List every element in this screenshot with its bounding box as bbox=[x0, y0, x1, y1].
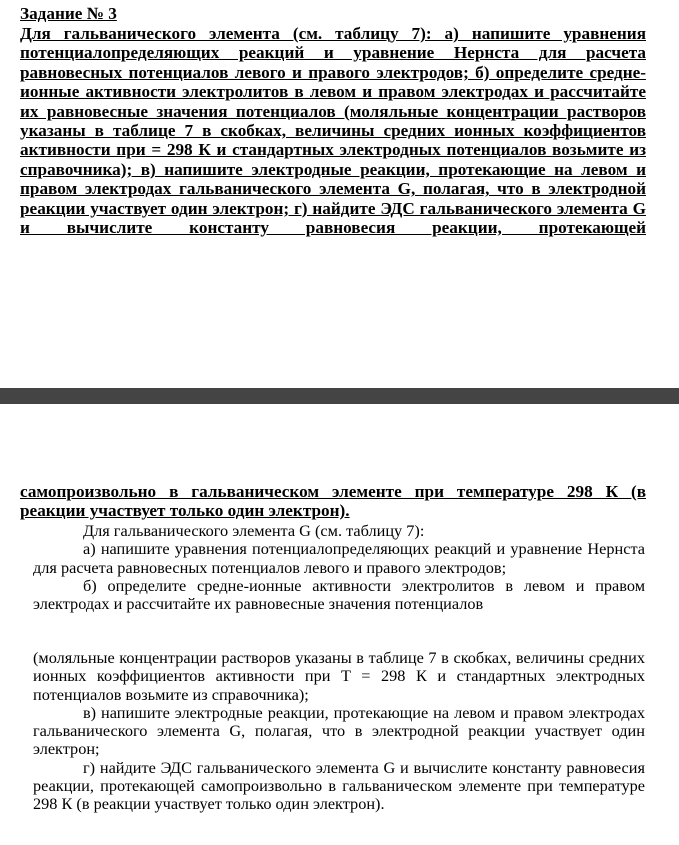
item-a: а) напишите уравнения потенциалопределяющих реакций и уравнение Нернста для расчета равновесных потенциалов левого и правого электродов; bbox=[33, 539, 645, 577]
task-bold-paragraph: Для гальванического элемента (см. таблицу 7): а) напишите уравнения потенциалопределяющих реакций и уравнение Нернста для расчета равновесных потенциалов левого и правого электродов; б) определите средне-ионные активности электролитов в левом и правом электродах и рассчитайте их равновесные значения потенциалов (моляльные концентрации растворов указаны в таблице 7 в скобках, величины средних ионных коэффициентов активности при = 298 К и стандартных электродных потенциалов возьмите из справочника); в) напишите электродные реакции, протекающие на левом и правом электродах гальванического элемента G, полагая, что в электродной реакции участвует один электрон; г) найдите ЭДС гальванического элемента G и вычислите константу равновесия реакции, протекающей bbox=[20, 24, 646, 238]
item-d: г) найдите ЭДС гальванического элемента G и вычислите константу равновесия реакции, протекающей самопроизвольно в гальваническом элементе при температуре 298 К (в реакции участвует только один электрон). bbox=[33, 757, 645, 814]
item-b-continued: (моляльные концентрации растворов указаны в таблице 7 в скобках, величины средних ионных коэффициентов активности при T = 298 К и стандартных электродных потенциалов возьмите из справочника); bbox=[33, 648, 645, 704]
intro-line: Для гальванического элемента G (см. таблицу 7): bbox=[83, 521, 425, 540]
page-separator bbox=[0, 388, 679, 404]
task-plain-text bbox=[33, 522, 645, 613]
task-title: Задание № 3 bbox=[20, 4, 117, 23]
item-c: в) напишите электродные реакции, протекающие на левом и правом электродах гальванического элемента G, полагая, что в электродной реакции участвует один электрон; bbox=[33, 702, 645, 759]
item-b: б) определите средне-ионные активности электролитов в левом и правом электродах и рассчитайте их равновесные значения потенциалов bbox=[33, 575, 645, 614]
task-plain-text-cont bbox=[33, 649, 645, 814]
task-bold-continuation: самопроизвольно в гальваническом элементе при температуре 298 К (в реакции участвует только один электрон). bbox=[20, 482, 646, 521]
